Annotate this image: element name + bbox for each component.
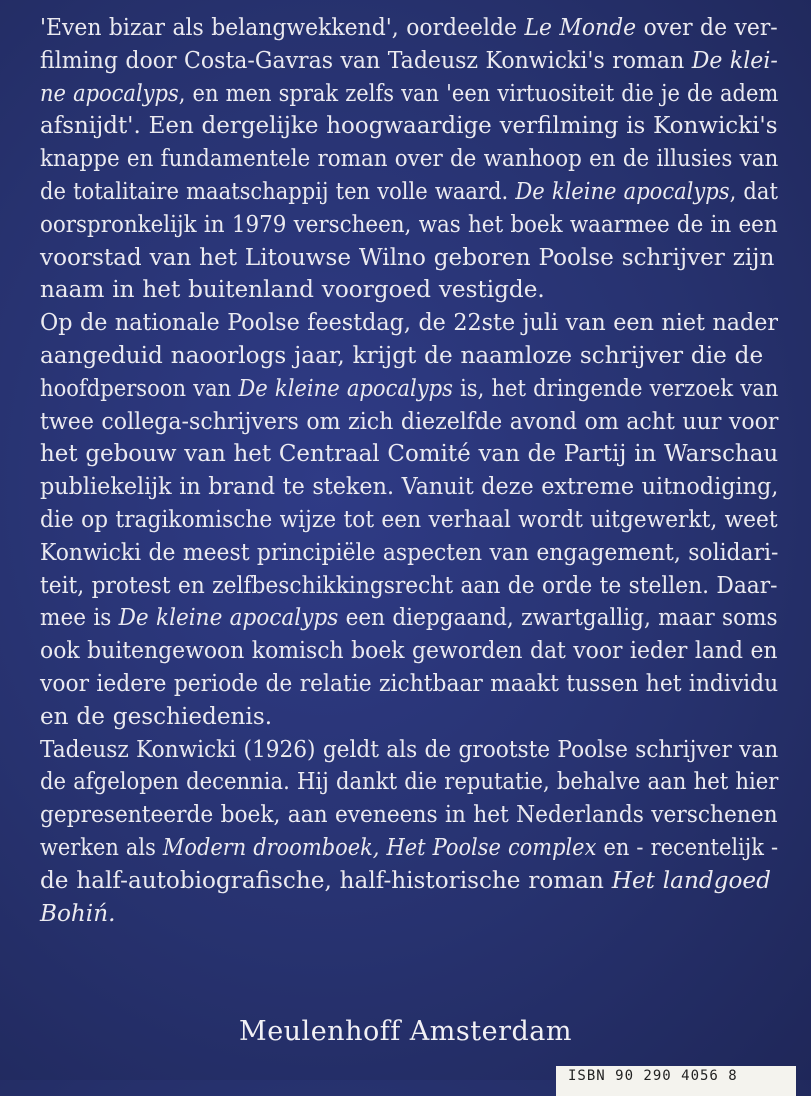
blurb-line xyxy=(40,602,778,635)
text-run: 'Even bizar als belangwekkend', oordeelde xyxy=(40,14,525,41)
text-run: hoofdpersoon van xyxy=(40,374,239,402)
text-run: over de ver- xyxy=(636,14,778,41)
text-run: de totalitaire maatschappij ten volle waard. xyxy=(40,177,516,205)
text-run: is, het dringende verzoek van xyxy=(452,374,779,402)
blurb-line xyxy=(40,668,779,701)
blurb-line xyxy=(40,799,778,832)
text-run: gepresenteerde boek, aan eveneens in het Nederlands verschenen xyxy=(40,801,778,829)
blurb-line xyxy=(40,635,778,668)
italic-title: De kleine apocalyps xyxy=(238,374,453,402)
blurb-line xyxy=(40,12,778,45)
italic-title: De klei- xyxy=(691,46,778,74)
text-run: Konwicki de meest principiële aspecten van engagement, solidari- xyxy=(40,538,779,566)
text-run: afsnijdt'. Een dergelijke hoogwaardige verfilming is Konwicki's xyxy=(40,112,778,140)
back-cover-blurb xyxy=(40,12,780,930)
text-run: publiekelijk in brand te steken. Vanuit deze extreme uitnodiging, xyxy=(40,473,779,501)
italic-title: Le Monde xyxy=(524,14,637,41)
text-run: filming door Costa-Gavras van Tadeusz Konwicki's roman xyxy=(40,46,692,74)
blurb-line xyxy=(40,176,778,209)
blurb-line xyxy=(40,340,778,373)
text-run: de afgelopen decennia. Hij dankt die reputatie, behalve aan het hier xyxy=(40,768,779,796)
blurb-line xyxy=(40,274,778,307)
italic-title: De kleine apocalyps xyxy=(118,604,339,632)
blurb-line xyxy=(40,570,778,603)
text-run: Tadeusz Konwicki (1926) geldt als de grootste Poolse schrijver van xyxy=(40,735,779,763)
blurb-line xyxy=(40,766,779,799)
blurb-line xyxy=(40,110,778,143)
publisher-name: Meulenhoff Amsterdam xyxy=(239,1016,572,1047)
text-run: voorstad van het Litouwse Wilno geboren Poolse schrijver zijn xyxy=(40,243,775,271)
italic-title: Modern droomboek, Het Poolse complex xyxy=(162,833,597,861)
italic-title: Bohiń. xyxy=(40,899,116,927)
blurb-line xyxy=(40,209,778,242)
blurb-line xyxy=(40,242,778,275)
blurb-line xyxy=(40,471,779,504)
text-run: en de geschiedenis. xyxy=(40,702,273,730)
text-run: de half-autobiografische, half-historische roman xyxy=(40,866,612,894)
text-run: , en men sprak zelfs van 'een virtuositeit die je de adem xyxy=(178,79,779,107)
blurb-line xyxy=(40,832,779,865)
blurb-line xyxy=(40,504,778,537)
text-run: knappe en fundamentele roman over de wanhoop en de illusies van xyxy=(40,145,779,173)
blurb-line xyxy=(40,307,779,340)
blurb-line xyxy=(40,78,779,111)
text-run: aangeduid naoorlogs jaar, krijgt de naamloze schrijver die de xyxy=(40,341,764,369)
text-run: Op de nationale Poolse feestdag, de 22ste juli van een niet nader xyxy=(40,309,779,337)
text-run: voor iedere periode de relatie zichtbaar maakt tussen het individu xyxy=(40,669,779,697)
text-run: teit, protest en zelfbeschikkingsrecht aan de orde te stellen. Daar- xyxy=(40,571,778,599)
text-run: naam in het buitenland voorgoed vestigde. xyxy=(40,276,545,304)
blurb-line xyxy=(40,898,778,931)
blurb-line xyxy=(40,865,778,898)
italic-title: De kleine apocalyps xyxy=(515,177,730,205)
blurb-line xyxy=(40,406,779,439)
blurb-line xyxy=(40,373,779,406)
blurb-line xyxy=(40,143,779,176)
blurb-line xyxy=(40,734,779,767)
text-run: die op tragikomische wijze tot een verhaal wordt uitgewerkt, weet xyxy=(40,505,778,533)
text-run: , dat xyxy=(729,177,778,205)
isbn-label: ISBN 90 290 4056 8 xyxy=(556,1066,796,1096)
text-run: een diepgaand, zwartgallig, maar soms xyxy=(338,604,778,632)
text-run: ook buitengewoon komisch boek geworden dat voor ieder land en xyxy=(40,637,778,665)
text-run: het gebouw van het Centraal Comité van de Partij in Warschau xyxy=(40,440,779,468)
text-run: en - recentelijk - xyxy=(596,833,779,861)
text-run: werken als xyxy=(40,833,163,861)
blurb-line xyxy=(40,438,779,471)
blurb-line xyxy=(40,701,778,734)
italic-title: Het landgoed xyxy=(611,866,771,894)
text-run: twee collega-schrijvers om zich diezelfde avond om acht uur voor xyxy=(40,407,779,435)
blurb-line xyxy=(40,537,779,570)
blurb-line xyxy=(40,45,778,78)
italic-title: ne apocalyps xyxy=(40,79,179,107)
text-run: oorspronkelijk in 1979 verscheen, was het boek waarmee de in een xyxy=(40,210,778,238)
text-run: mee is xyxy=(40,604,119,632)
